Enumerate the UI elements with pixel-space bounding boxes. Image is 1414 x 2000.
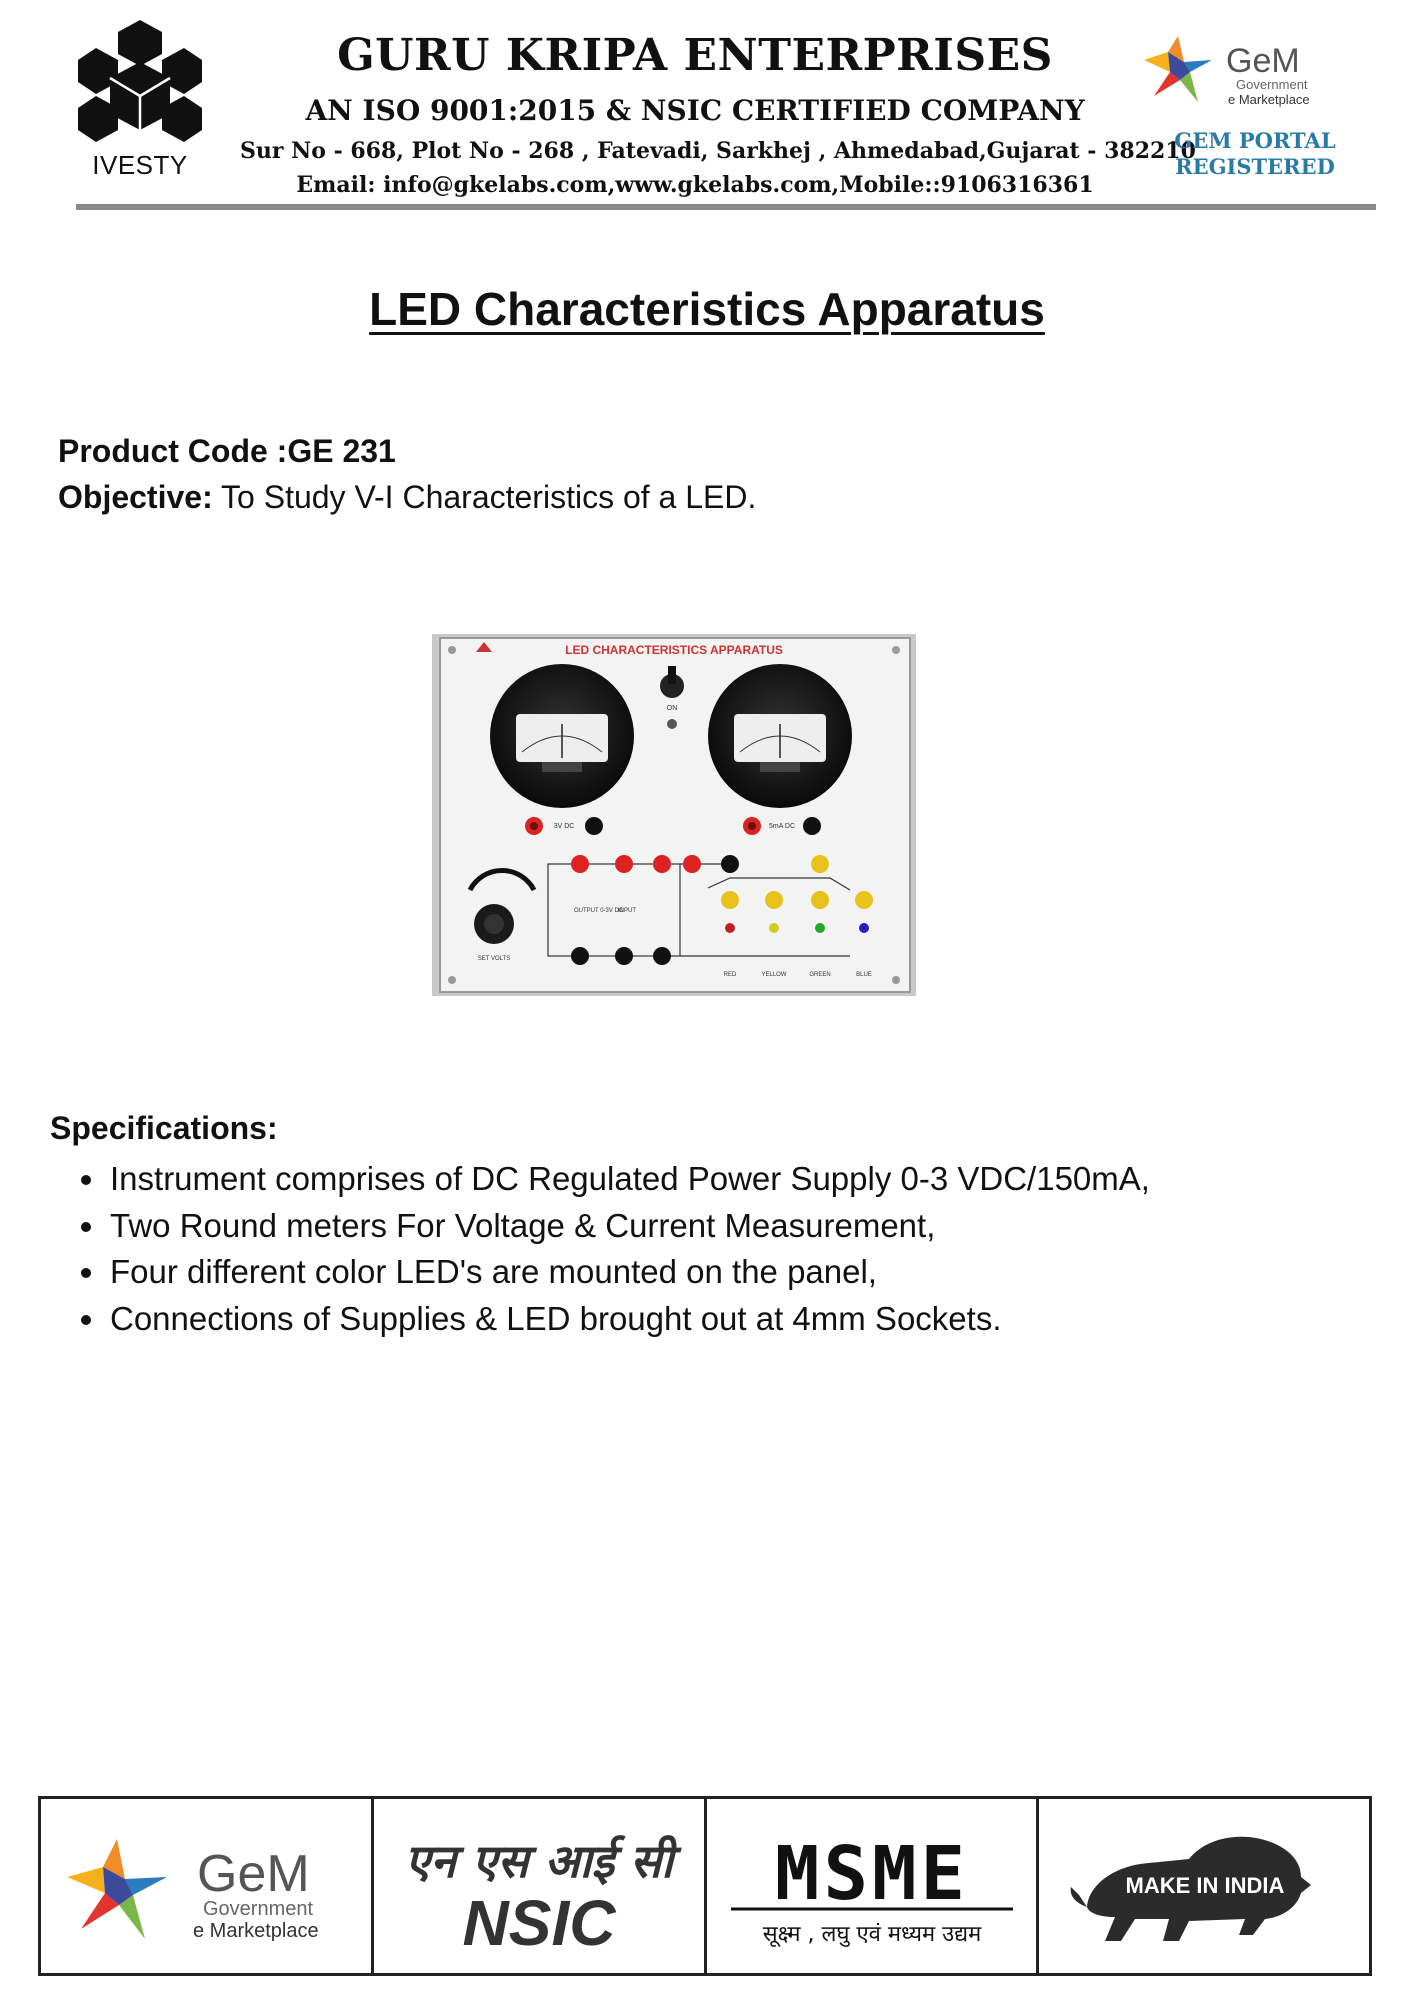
list-item: • Two Round meters For Voltage & Current Measurement, [108, 1203, 1408, 1250]
nsic-latin: NSIC [462, 1887, 616, 1959]
gem-star-icon [67, 1839, 167, 1939]
footer-gem-line2: e Marketplace [193, 1920, 319, 1942]
document-title: LED Characteristics Apparatus [369, 283, 1045, 335]
footer-msme-logo [707, 1799, 1040, 1973]
company-name: GURU KRIPA ENTERPRISES [337, 30, 1053, 81]
list-item: • Connections of Supplies & LED brought out at 4mm Sockets. [108, 1296, 1408, 1343]
specifications-list [70, 1156, 1408, 1342]
led-label-red: RED [723, 972, 737, 978]
led-label-yellow: YELLOW [761, 972, 787, 978]
knob-label: SET VOLTS [477, 956, 511, 962]
company-address: Sur No - 668, Plot No - 268 , Fatevadi, Sarkhej , Ahmedabad,Gujarat - 382210 [240, 138, 1196, 164]
ivesty-cube-icon [78, 18, 202, 148]
footer-make-in-india-logo [1039, 1799, 1369, 1973]
gem-star-icon [1144, 36, 1212, 102]
ammeter-icon [708, 664, 852, 808]
company-contact: Email: info@gkelabs.com,www.gkelabs.com,Mobile::9106316361 [296, 172, 1094, 198]
gem-line2: e Marketplace [1228, 92, 1310, 107]
list-item: • Four different color LED's are mounted on the panel, [108, 1249, 1408, 1296]
meter-right-label: 5mA DC [768, 823, 796, 830]
led-label-green: GREEN [809, 972, 831, 978]
gem-portal-line2: REGISTERED [1175, 154, 1335, 179]
gem-portal-registered [1160, 128, 1350, 180]
ivesty-logo-text: IVESTY [92, 150, 188, 180]
meter-left-label: 3V DC [553, 823, 575, 830]
footer-gem-line1: Government [203, 1898, 314, 1920]
input-label: INPUT [618, 908, 636, 914]
list-item: • Instrument comprises of DC Regulated Power Supply 0-3 VDC/150mA, [108, 1156, 1408, 1203]
header-divider [76, 204, 1376, 210]
product-code [58, 428, 396, 474]
nsic-hindi: एन एस आई सी [404, 1834, 673, 1888]
company-tagline: AN ISO 9001:2015 & NSIC CERTIFIED COMPANY [305, 94, 1085, 127]
footer-gem-brand: GeM [197, 1845, 310, 1903]
gem-logo-header [1140, 30, 1340, 120]
product-code-value: GE 231 [287, 433, 396, 469]
gem-brand: GeM [1226, 42, 1300, 80]
product-code-label: Product Code : [58, 433, 288, 469]
voltmeter-icon [490, 664, 634, 808]
objective-text: To Study V-I Characteristics of a LED. [212, 479, 757, 515]
msme-hindi: सूक्ष्म , लघु एवं मध्यम उद्यम [762, 1922, 981, 1947]
footer-gem-logo [41, 1799, 374, 1973]
switch-label: ON [666, 705, 678, 712]
gem-line1: Government [1236, 77, 1308, 92]
output-label: OUTPUT 0-3V DC [574, 908, 624, 914]
gem-portal-line1: GEM PORTAL [1174, 128, 1336, 153]
objective [58, 474, 756, 520]
led-label-blue: BLUE [856, 972, 872, 978]
panel-title: LED CHARACTERISTICS APPARATUS [565, 643, 783, 657]
footer-logos [38, 1796, 1372, 1976]
make-in-india-text: MAKE IN INDIA [1125, 1873, 1285, 1898]
specifications-heading: Specifications: [50, 1110, 278, 1146]
msme-latin: MSME [774, 1831, 969, 1917]
ivesty-logo [78, 18, 202, 182]
product-photo [430, 628, 918, 1000]
objective-label: Objective: [58, 479, 213, 515]
footer-nsic-logo [374, 1799, 707, 1973]
